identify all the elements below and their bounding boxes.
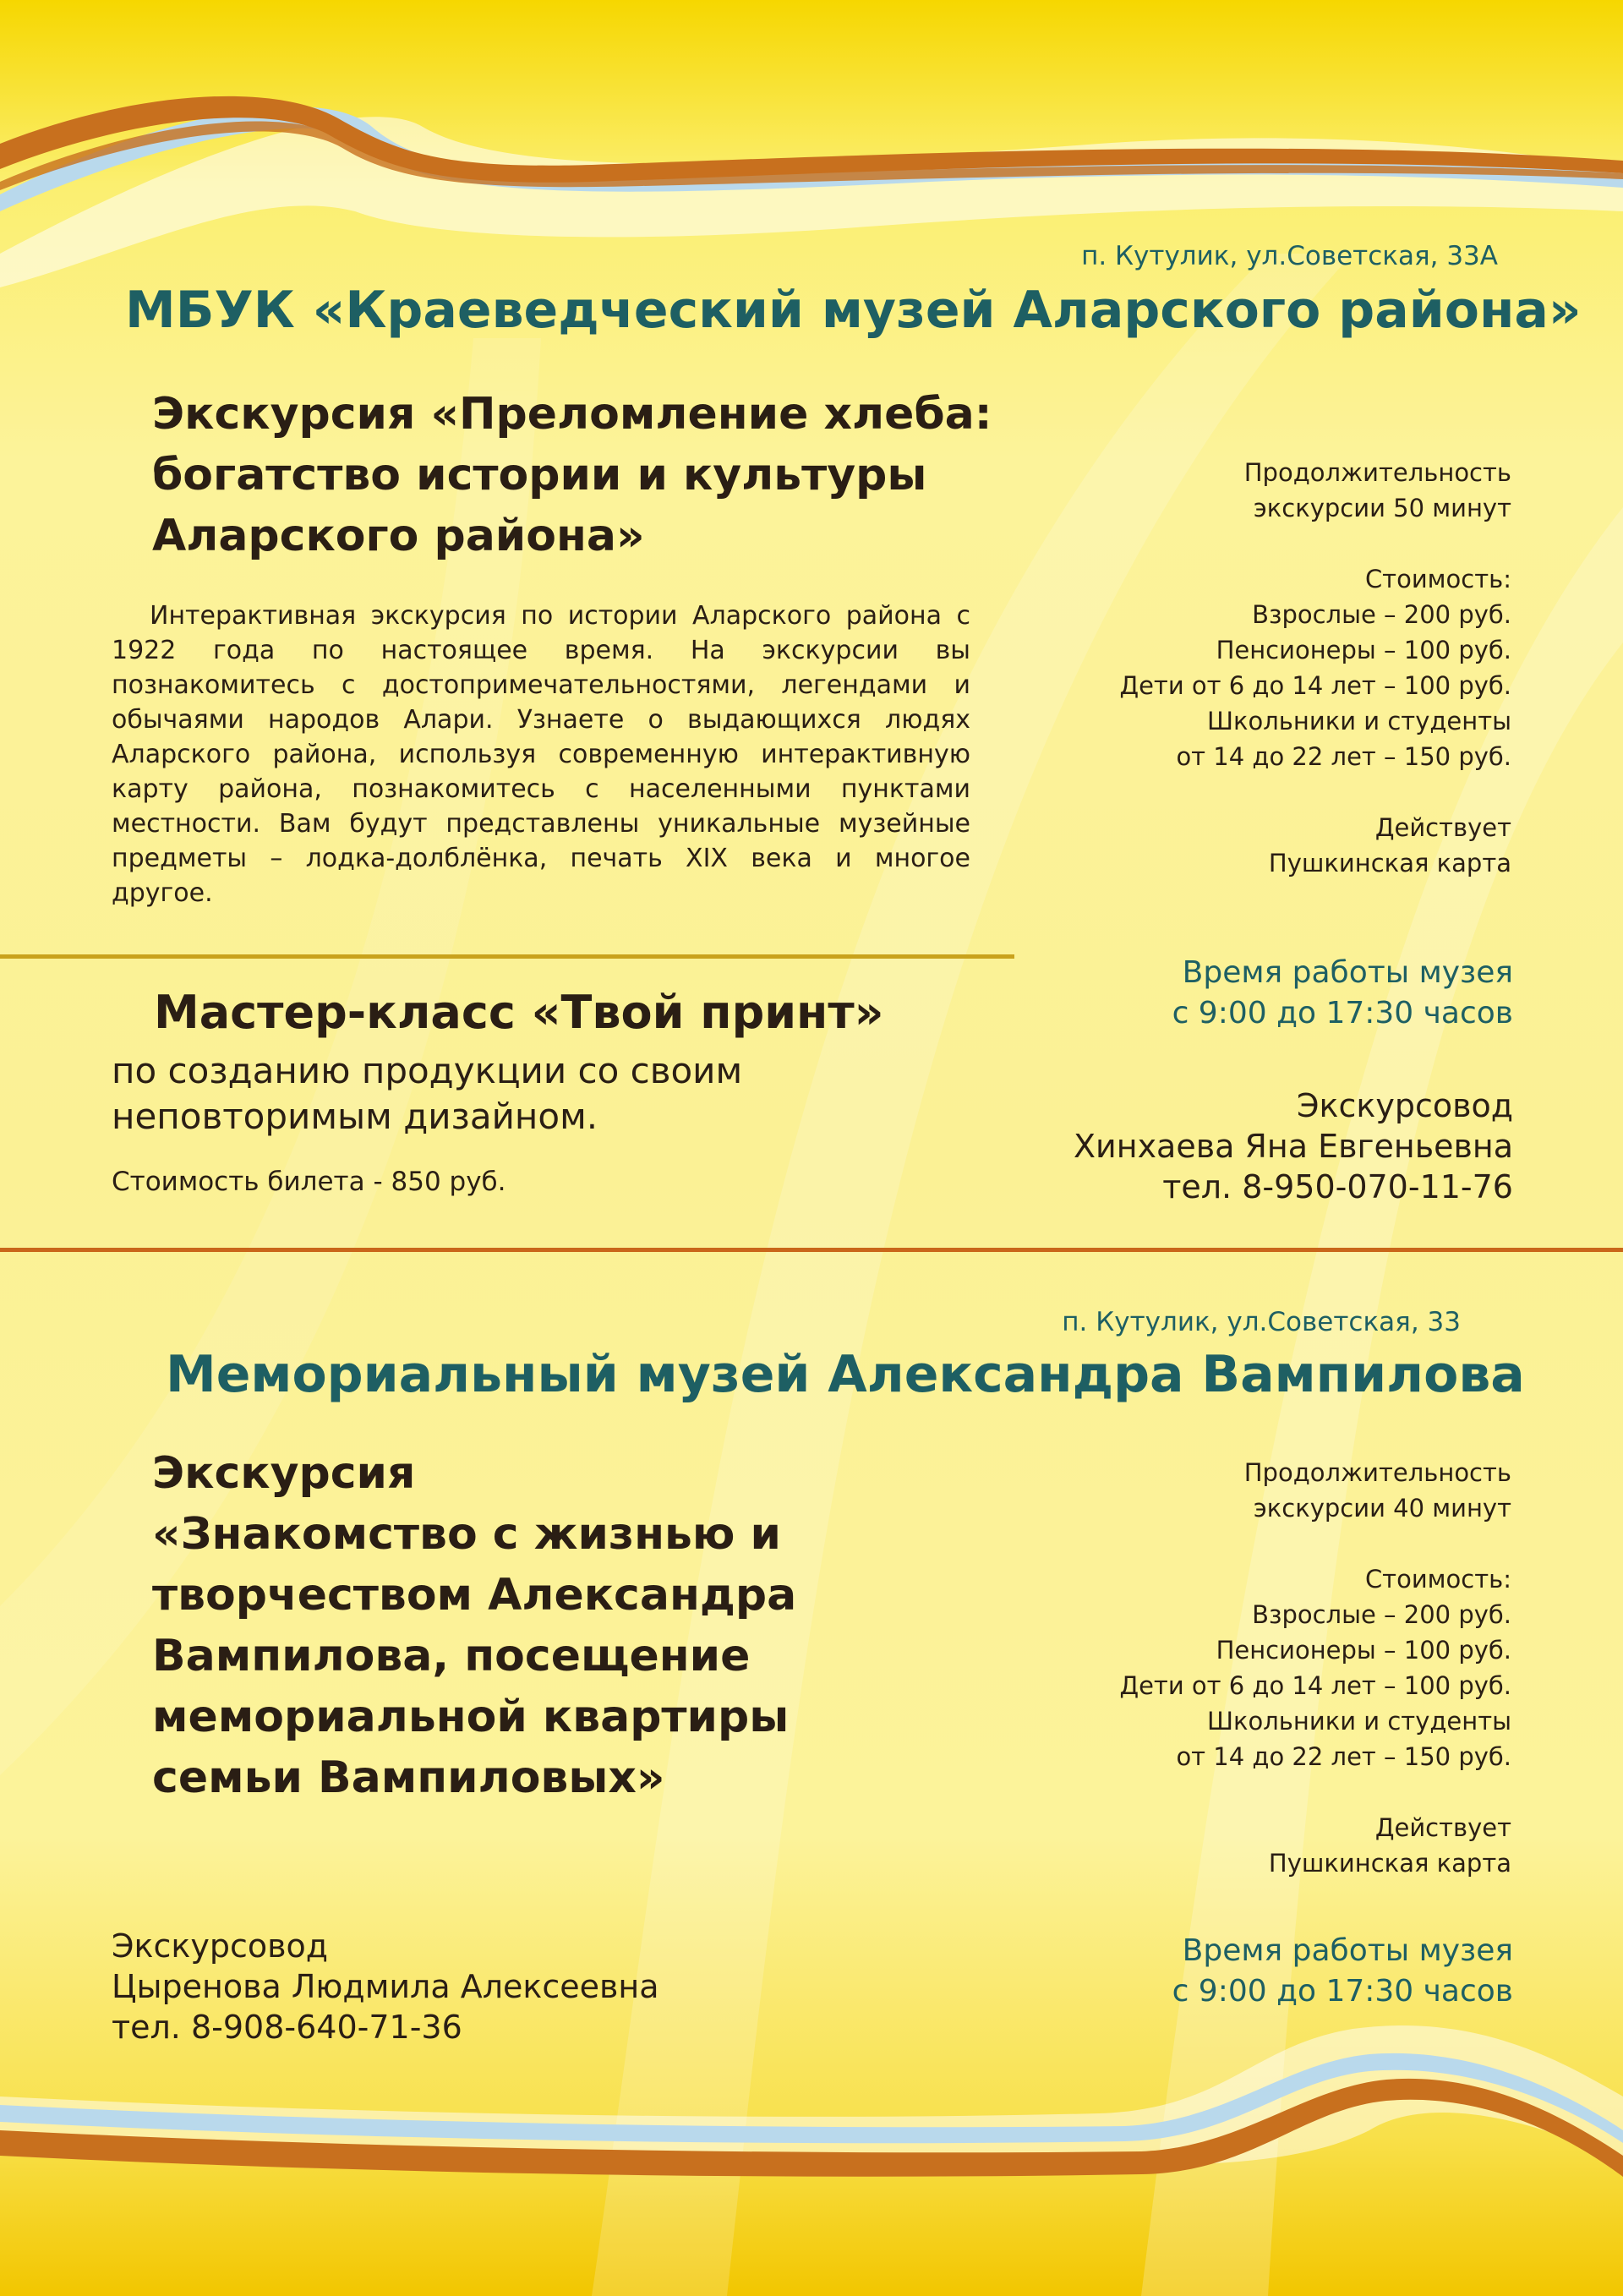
excursion-title-line: Аларского района» <box>152 511 645 561</box>
hours-line: Время работы музея <box>1182 955 1513 990</box>
excursion-title-line: богатство истории и культуры <box>152 450 927 500</box>
excursion-title-line: «Знакомство с жизнью и <box>152 1509 781 1560</box>
duration-line: Продолжительность <box>1243 458 1511 487</box>
masterclass-description <box>112 1048 742 1140</box>
masterclass-desc-line: по созданию продукции со своим <box>112 1050 743 1091</box>
excursion-title-line: Экскурсия <box>152 1448 416 1499</box>
cost-line: Школьники и студенты <box>1207 707 1511 735</box>
hours-line: с 9:00 до 17:30 часов <box>1172 996 1513 1030</box>
excursion-title-line: Экскурсия «Преломление хлеба: <box>152 389 992 440</box>
pushkin-line: Действует <box>1374 813 1511 842</box>
cost-line: Стоимость: <box>1364 565 1511 593</box>
duration-line: Продолжительность <box>1243 1458 1511 1487</box>
excursion-title-line: Вампилова, посещение <box>152 1631 751 1681</box>
cost-line: Пенсионеры – 100 руб. <box>1216 1636 1511 1665</box>
pushkin-line: Действует <box>1374 1813 1511 1842</box>
museum2-info <box>1038 1455 1511 1881</box>
guide-line: Экскурсовод <box>1297 1087 1513 1124</box>
cost-line: Школьники и студенты <box>1207 1707 1511 1736</box>
museum1-hours <box>1172 953 1513 1034</box>
guide-line: Экскурсовод <box>112 1927 328 1965</box>
museum2-excursion-title <box>152 1443 1040 1808</box>
duration-line: экскурсии 40 минут <box>1253 1494 1511 1522</box>
masterclass-desc-line: неповторимым дизайном. <box>112 1096 598 1137</box>
hours-line: с 9:00 до 17:30 часов <box>1172 1974 1513 2009</box>
cost-line: Взрослые – 200 руб. <box>1252 600 1511 629</box>
section-divider-short <box>0 954 1014 959</box>
excursion-title-line: семьи Вампиловых» <box>152 1752 665 1803</box>
cost-line: Стоимость: <box>1364 1565 1511 1594</box>
cost-line: Пенсионеры – 100 руб. <box>1216 636 1511 664</box>
pushkin-line: Пушкинская карта <box>1268 1849 1511 1878</box>
section-divider <box>0 1248 1623 1252</box>
masterclass-title: Мастер-класс «Твой принт» <box>154 986 884 1039</box>
museum1-guide <box>1074 1085 1513 1207</box>
duration-line: экскурсии 50 минут <box>1253 494 1511 522</box>
museum1-description: Интерактивная экскурсия по истории Аларского района с 1922 года по настоящее время. На экскурсии вы познакомитесь с достопримечательностями, легендами и обычаями народов Алари. Узнаете о выдающихся людях Аларского района, используя современную интерактивную карту района, познакомитесь с населенными пунктами местности. Вам будут представлены уникальные музейные предметы – лодка-долблёнка, печать XIX века и многое другое. <box>112 601 970 908</box>
excursion-title-line: мемориальной квартиры <box>152 1692 790 1742</box>
hours-line: Время работы музея <box>1182 1933 1513 1968</box>
cost-line: Дети от 6 до 14 лет – 100 руб. <box>1119 1671 1511 1700</box>
guide-line: тел. 8-908-640-71-36 <box>112 2009 462 2046</box>
museum1-title: МБУК «Краеведческий музей Аларского района» <box>125 281 1582 340</box>
guide-line: тел. 8-950-070-11-76 <box>1162 1168 1513 1205</box>
museum1-info <box>1038 455 1511 881</box>
museum2-hours <box>1172 1931 1513 2012</box>
pushkin-line: Пушкинская карта <box>1268 849 1511 877</box>
cost-line: от 14 до 22 лет – 150 руб. <box>1176 1742 1511 1771</box>
museum1-excursion-title <box>152 384 1040 566</box>
ticket-price: Стоимость билета - 850 руб. <box>112 1167 506 1197</box>
cost-line: от 14 до 22 лет – 150 руб. <box>1176 742 1511 771</box>
guide-line: Цыренова Людмила Алексеевна <box>112 1968 659 2005</box>
guide-line: Хинхаева Яна Евгеньевна <box>1074 1128 1513 1165</box>
cost-line: Дети от 6 до 14 лет – 100 руб. <box>1119 671 1511 700</box>
excursion-title-line: творчеством Александра <box>152 1570 797 1621</box>
museum2-address: п. Кутулик, ул.Советская, 33 <box>1062 1307 1461 1337</box>
cost-line: Взрослые – 200 руб. <box>1252 1600 1511 1629</box>
museum1-address: п. Кутулик, ул.Советская, 33А <box>1081 241 1498 271</box>
museum2-guide <box>112 1926 659 2047</box>
museum2-title: Мемориальный музей Александра Вампилова <box>166 1345 1525 1404</box>
